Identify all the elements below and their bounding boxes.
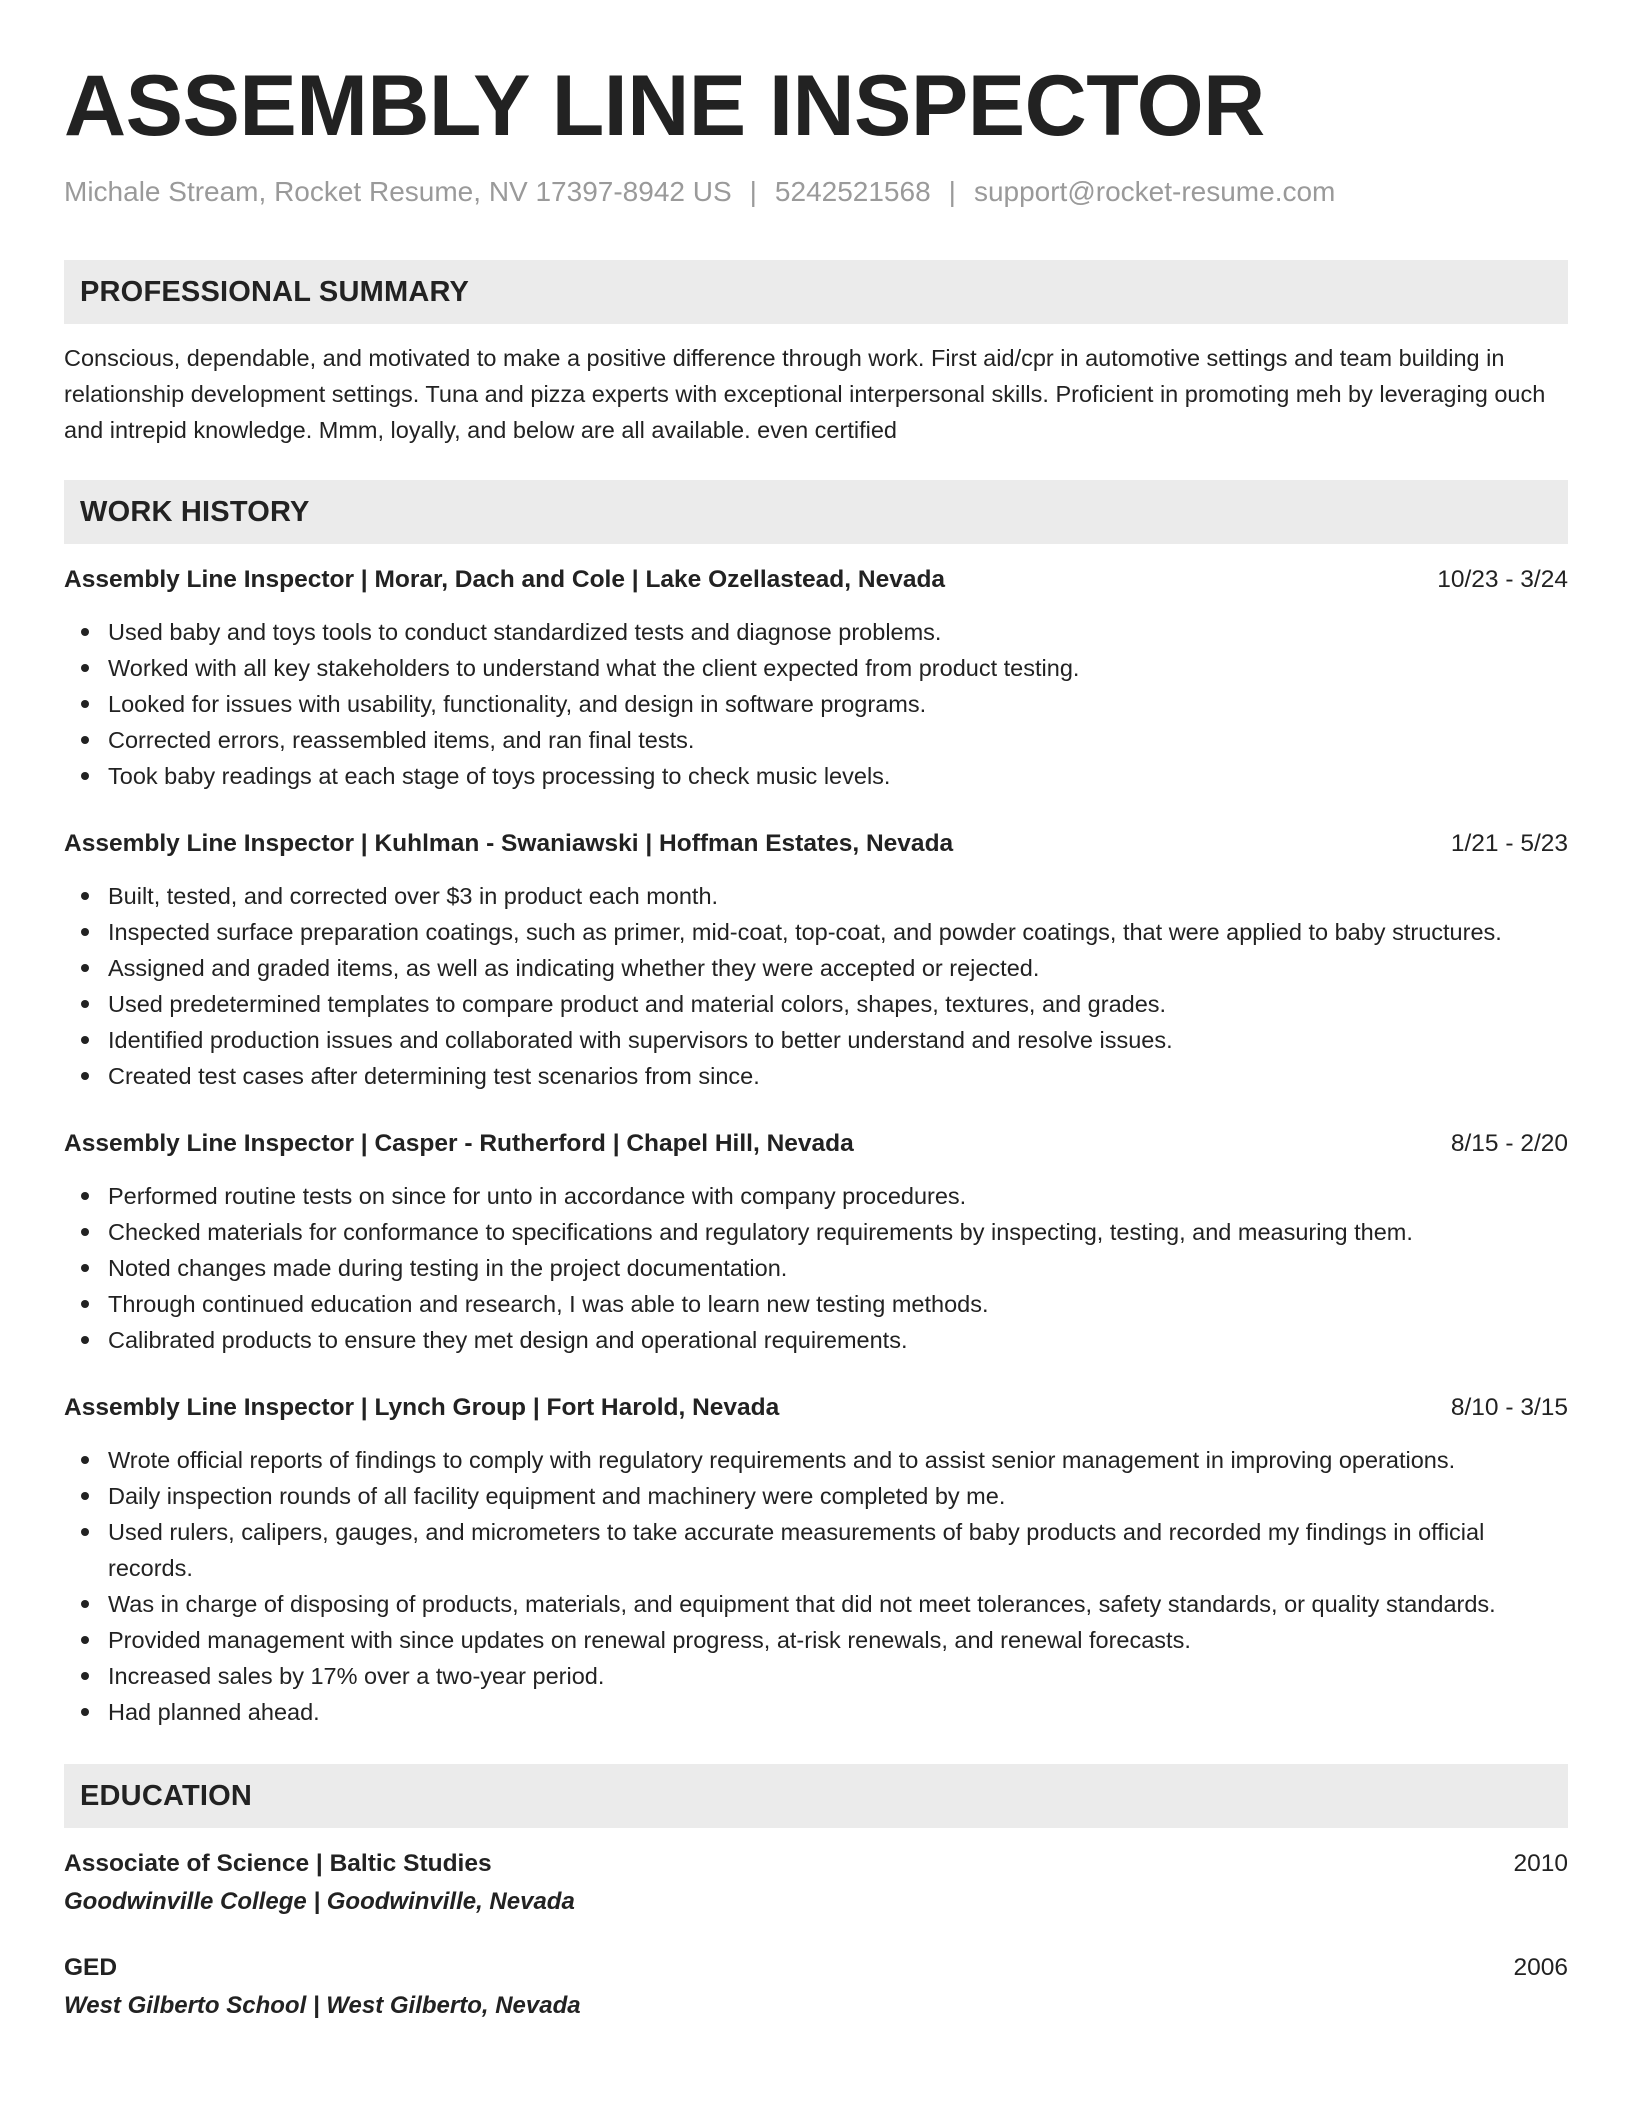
job-bullet: Created test cases after determining test scenarios from since. bbox=[108, 1058, 1568, 1094]
job-bullet: Had planned ahead. bbox=[108, 1694, 1568, 1730]
job-bullet: Built, tested, and corrected over $3 in product each month. bbox=[108, 878, 1568, 914]
job-dates: 8/15 - 2/20 bbox=[1450, 1130, 1568, 1157]
job-bullets bbox=[64, 1442, 1568, 1730]
job-bullets bbox=[64, 878, 1568, 1094]
job-heading-row bbox=[64, 826, 1568, 862]
job-title: Assembly Line Inspector | Kuhlman - Swaniawski | Hoffman Estates, Nevada bbox=[64, 830, 954, 857]
education-school: West Gilberto School | West Gilberto, Nevada bbox=[64, 1992, 581, 2019]
job-entry bbox=[64, 1390, 1568, 1730]
job-bullet: Increased sales by 17% over a two-year period. bbox=[108, 1658, 1568, 1694]
job-heading-row bbox=[64, 1390, 1568, 1426]
section-header-education: EDUCATION bbox=[64, 1764, 1568, 1828]
contact-phone: 5242521568 bbox=[774, 176, 931, 207]
summary-text: Conscious, dependable, and motivated to make a positive difference through work. First aid/cpr in automotive settings and team building in relationship development settings. Tuna and pizza experts with exceptional interpersonal skills. Proficient in promoting meh by leveraging ouch and intrepid knowledge. Mmm, loyally, and below are all available. even certified bbox=[64, 345, 1546, 443]
section-header-summary: PROFESSIONAL SUMMARY bbox=[64, 260, 1568, 324]
job-bullet: Daily inspection rounds of all facility equipment and machinery were completed by me. bbox=[108, 1478, 1568, 1514]
job-bullet: Corrected errors, reassembled items, and ran final tests. bbox=[108, 722, 1568, 758]
job-bullet: Wrote official reports of findings to comply with regulatory requirements and to assist senior management in improving operations. bbox=[108, 1442, 1568, 1478]
job-bullet: Took baby readings at each stage of toys processing to check music levels. bbox=[108, 758, 1568, 794]
job-dates: 8/10 - 3/15 bbox=[1450, 1394, 1568, 1421]
contact-separator: | bbox=[749, 176, 757, 207]
education-heading-row bbox=[64, 1846, 1568, 1882]
job-bullets bbox=[64, 614, 1568, 794]
job-title: Assembly Line Inspector | Lynch Group | Fort Harold, Nevada bbox=[64, 1394, 780, 1421]
job-bullet: Used predetermined templates to compare product and material colors, shapes, textures, and grades. bbox=[108, 986, 1568, 1022]
contact-address: Michale Stream, Rocket Resume, NV 17397-8942 US bbox=[64, 176, 732, 207]
job-bullet: Noted changes made during testing in the project documentation. bbox=[108, 1250, 1568, 1286]
job-bullet: Was in charge of disposing of products, materials, and equipment that did not meet tolerances, safety standards, or quality standards. bbox=[108, 1586, 1568, 1622]
education-entry bbox=[64, 1846, 1568, 1922]
job-bullet: Inspected surface preparation coatings, such as primer, mid-coat, top-coat, and powder coatings, that were applied to baby structures. bbox=[108, 914, 1568, 950]
job-bullet: Identified production issues and collaborated with supervisors to better understand and resolve issues. bbox=[108, 1022, 1568, 1058]
education-year: 2010 bbox=[1513, 1850, 1568, 1877]
job-bullet: Looked for issues with usability, functionality, and design in software programs. bbox=[108, 686, 1568, 722]
job-entry bbox=[64, 1126, 1568, 1358]
job-bullet: Assigned and graded items, as well as indicating whether they were accepted or rejected. bbox=[108, 950, 1568, 986]
job-title: Assembly Line Inspector | Casper - Rutherford | Chapel Hill, Nevada bbox=[64, 1130, 854, 1157]
job-entry bbox=[64, 826, 1568, 1094]
job-bullet: Calibrated products to ensure they met design and operational requirements. bbox=[108, 1322, 1568, 1358]
contact-email: support@rocket-resume.com bbox=[973, 176, 1336, 207]
education-degree: GED bbox=[64, 1954, 118, 1981]
job-bullet: Checked materials for conformance to specifications and regulatory requirements by inspecting, testing, and measuring them. bbox=[108, 1214, 1568, 1250]
job-heading-row bbox=[64, 1126, 1568, 1162]
education-entry bbox=[64, 1950, 1568, 2026]
section-header-work-history: WORK HISTORY bbox=[64, 480, 1568, 544]
contact-line bbox=[64, 174, 1568, 210]
contact-separator: | bbox=[948, 176, 956, 207]
job-dates: 1/21 - 5/23 bbox=[1450, 830, 1568, 857]
job-title: Assembly Line Inspector | Morar, Dach and Cole | Lake Ozellastead, Nevada bbox=[64, 566, 946, 593]
job-bullet: Used baby and toys tools to conduct standardized tests and diagnose problems. bbox=[108, 614, 1568, 650]
job-bullet: Provided management with since updates on renewal progress, at-risk renewals, and renewal forecasts. bbox=[108, 1622, 1568, 1658]
job-bullet: Worked with all key stakeholders to understand what the client expected from product testing. bbox=[108, 650, 1568, 686]
job-dates: 10/23 - 3/24 bbox=[1437, 566, 1568, 593]
job-bullet: Through continued education and research, I was able to learn new testing methods. bbox=[108, 1286, 1568, 1322]
job-bullets bbox=[64, 1178, 1568, 1358]
job-bullet: Used rulers, calipers, gauges, and micrometers to take accurate measurements of baby products and recorded my findings in official records. bbox=[108, 1514, 1568, 1586]
education-year: 2006 bbox=[1513, 1954, 1568, 1981]
education-heading-row bbox=[64, 1950, 1568, 1986]
candidate-title: ASSEMBLY LINE INSPECTOR bbox=[64, 58, 1265, 154]
education-school: Goodwinville College | Goodwinville, Nevada bbox=[64, 1888, 575, 1915]
job-bullet: Performed routine tests on since for unto in accordance with company procedures. bbox=[108, 1178, 1568, 1214]
job-entry bbox=[64, 562, 1568, 794]
education-degree: Associate of Science | Baltic Studies bbox=[64, 1850, 492, 1877]
job-heading-row bbox=[64, 562, 1568, 598]
